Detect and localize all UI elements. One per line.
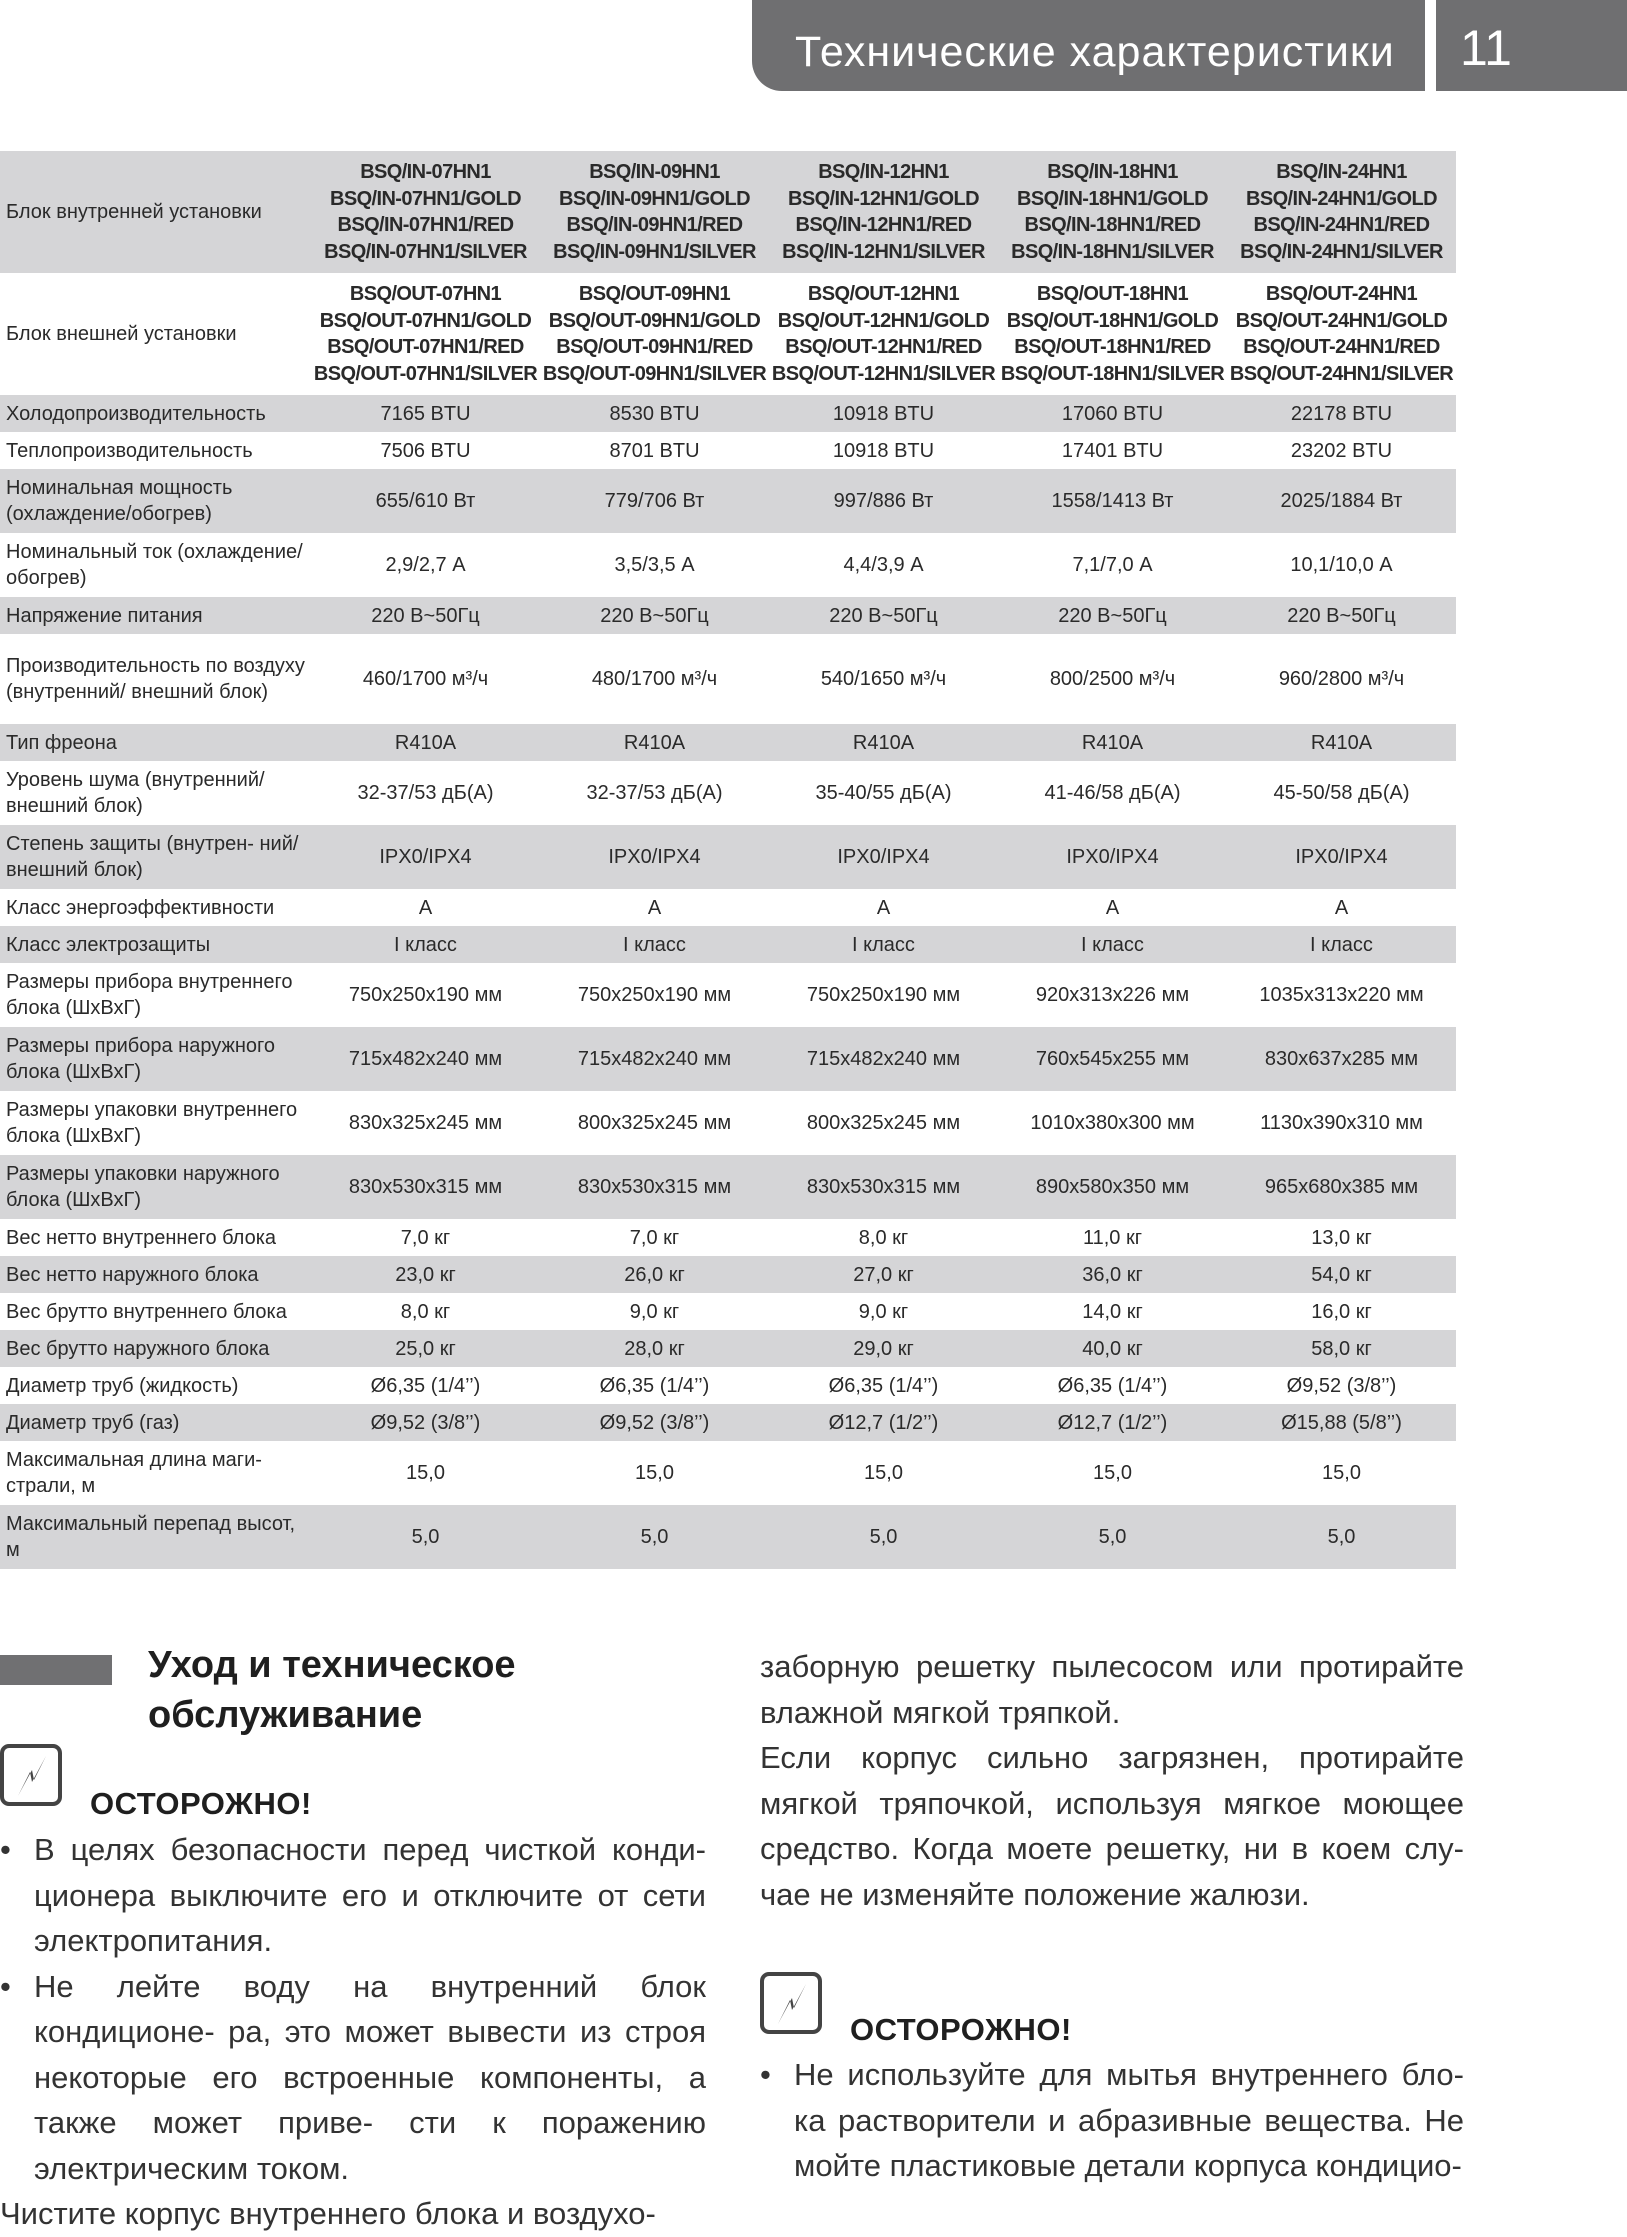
spec-value: 1130x390x310 мм [1260,1112,1423,1134]
spec-value: 715x482x240 мм [540,1027,769,1091]
spec-value: 779/706 Вт [540,469,769,533]
spec-value: 830x637x285 мм [1227,1027,1456,1091]
right-warning-text [760,2052,1464,2189]
spec-value: 4,4/3,9 А [843,554,924,576]
spec-value: 1010x380x300 мм [1030,1112,1195,1134]
header-separator [1425,0,1436,91]
indoor-model-cell [540,151,769,273]
spec-value: 2025/1884 Вт [1227,469,1456,533]
model-name: BSQ/OUT-18HN1/GOLD [1006,309,1219,332]
spec-label: Диаметр труб (газ) [0,1404,311,1441]
spec-row [0,1330,1456,1367]
spec-value: 10918 BTU [769,395,998,432]
spec-row [0,1091,1456,1155]
model-name: BSQ/IN-24HN1/GOLD [1246,187,1437,210]
spec-value: 1558/1413 Вт [998,469,1227,533]
model-name: BSQ/OUT-07HN1/RED [327,336,524,358]
model-name: BSQ/OUT-24HN1 [1265,283,1418,305]
outdoor-model-cell [769,273,998,395]
model-name: BSQ/OUT-09HN1/RED [556,336,753,358]
model-name: BSQ/IN-24HN1/SILVER [1240,240,1443,263]
spec-row [0,963,1456,1027]
spec-value: 28,0 кг [540,1330,769,1367]
spec-value: 460/1700 м³/ч [362,668,489,690]
spec-value: 7,1/7,0 А [1072,554,1153,576]
spec-value: 960/2800 м³/ч [1278,668,1405,690]
spec-value: R410A [311,724,540,761]
spec-label: Размеры упаковки внутреннего блока (ШхВхГ) [6,1099,298,1147]
model-name: BSQ/IN-24HN1 [1276,161,1407,183]
model-name: BSQ/OUT-18HN1 [1036,283,1189,305]
model-name: BSQ/IN-18HN1/GOLD [1017,187,1208,210]
model-name: BSQ/IN-18HN1/SILVER [1011,240,1214,263]
spec-value: 25,0 кг [311,1330,540,1367]
spec-row [0,825,1456,889]
spec-value: 14,0 кг [1082,1300,1143,1323]
model-name: BSQ/IN-07HN1/GOLD [330,187,521,210]
spec-value: 830x530x315 мм [311,1155,540,1219]
spec-value: Ø6,35 (1/4’’) [828,1374,939,1397]
spec-label: Размеры прибора наружного блока (ШхВхГ) [0,1027,311,1091]
spec-value: IPX0/IPX4 [540,825,769,889]
spec-value: I класс [540,926,769,963]
spec-value: Ø9,52 (3/8’’) [1286,1374,1397,1397]
bullet-item: • Не лейте воду на внутренний блок кондиционе- ра, это может вывести из строя некоторые его встроенные компоненты, а также может приве- сти к поражению электрическим током. [0,1964,706,2192]
spec-value: 800/2500 м³/ч [1049,668,1176,690]
spec-label: Максимальный перепад высот, м [0,1505,311,1569]
spec-value: Ø6,35 (1/4’’) [370,1374,481,1397]
outdoor-model-cell [1227,273,1456,395]
spec-value: 655/610 Вт [311,469,540,533]
warning-label-right: ОСТОРОЖНО! [850,2012,1072,2047]
indoor-model-cell [769,151,998,273]
model-name: BSQ/IN-24HN1/RED [1253,214,1430,236]
spec-label: Теплопроизводительность [6,439,253,462]
spec-row [0,889,1456,926]
indoor-model-cell [998,151,1227,273]
spec-row [0,469,1456,533]
spec-value: 40,0 кг [998,1330,1227,1367]
spec-value: IPX0/IPX4 [311,825,540,889]
indoor-models-row [0,151,1456,273]
spec-label: Номинальный ток (охлаждение/обогрев) [6,541,303,589]
model-name: BSQ/IN-09HN1/GOLD [559,187,750,210]
spec-label: Напряжение питания [0,597,311,634]
spec-value: 9,0 кг [629,1300,680,1323]
specs-table [0,151,1456,1569]
model-name: BSQ/OUT-12HN1 [807,283,960,305]
spec-value: 220 В~50Гц [540,597,769,634]
spec-row [0,761,1456,825]
spec-row [0,1027,1456,1091]
spec-value: 965x680x385 мм [1227,1155,1456,1219]
model-name: BSQ/OUT-07HN1/SILVER [313,362,538,385]
model-name: BSQ/OUT-12HN1/RED [785,336,982,358]
warning-lightning-icon [760,1972,822,2034]
spec-value: 3,5/3,5 А [614,554,695,576]
model-name: BSQ/OUT-09HN1 [578,283,731,305]
spec-value: Ø12,7 (1/2’’) [998,1404,1227,1441]
spec-label: Вес нетто внутреннего блока [6,1226,277,1249]
spec-value: I класс [998,926,1227,963]
spec-value: Ø12,7 (1/2’’) [769,1404,998,1441]
spec-row [0,395,1456,432]
outdoor-model-cell [311,273,540,395]
paragraph: Если корпус сильно загрязнен, протирайте мягкой тряпочкой, используя мягкое моющее средство. Когда моете решетку, ни в коем слу- чае не изменяйте положение жалюзи. [760,1740,1464,1912]
warning-label: ОСТОРОЖНО! [90,1786,312,1821]
model-name: BSQ/OUT-07HN1 [349,283,502,305]
spec-row [0,724,1456,761]
spec-row [0,1219,1456,1256]
spec-value: R410A [769,724,998,761]
model-name: BSQ/IN-18HN1 [1047,161,1178,183]
spec-value: 800x325x245 мм [577,1112,732,1134]
spec-value: 997/886 Вт [769,469,998,533]
spec-value: 8530 BTU [540,395,769,432]
spec-row [0,597,1456,634]
spec-value: 8,0 кг [400,1300,451,1323]
right-column-text [760,1644,1464,1917]
spec-value: 715x482x240 мм [311,1027,540,1091]
spec-value: 750x250x190 мм [806,984,961,1006]
spec-label: Размеры прибора внутреннего блока (ШхВхГ) [6,971,293,1019]
spec-value: 16,0 кг [1311,1300,1372,1323]
model-name: BSQ/OUT-12HN1/GOLD [777,309,990,332]
spec-value: IPX0/IPX4 [769,825,998,889]
spec-value: Ø6,35 (1/4’’) [1057,1374,1168,1397]
spec-value: 920x313x226 мм [1035,984,1190,1006]
spec-value: 35-40/55 дБ(А) [815,782,952,804]
spec-value: 11,0 кг [1082,1226,1143,1249]
spec-label: Класс электрозащиты [0,926,311,963]
spec-value: 15,0 [1322,1462,1361,1484]
model-name: BSQ/OUT-09HN1/SILVER [542,362,767,385]
model-name: BSQ/OUT-24HN1/RED [1243,336,1440,358]
model-name: BSQ/OUT-07HN1/GOLD [319,309,532,332]
model-name: BSQ/IN-12HN1 [818,161,949,183]
spec-value: 760x545x255 мм [998,1027,1227,1091]
spec-value: 715x482x240 мм [769,1027,998,1091]
bullet-item: • Не используйте для мытья внутреннего бло- ка растворители и абразивные вещества. Не мойте пластиковые детали корпуса кондицио- [760,2052,1464,2189]
outdoor-models-row [0,273,1456,395]
spec-label: Максимальная длина маги- страли, м [6,1449,262,1497]
spec-value: 540/1650 м³/ч [820,668,947,690]
spec-value: 750x250x190 мм [348,984,503,1006]
spec-value: 8701 BTU [609,439,700,462]
spec-value: Ø9,52 (3/8’’) [540,1404,769,1441]
outdoor-model-cell [540,273,769,395]
spec-value: 5,0 [311,1505,540,1569]
spec-row [0,432,1456,469]
spec-value: А [1334,896,1349,919]
spec-row [0,634,1456,724]
spec-label: Вес нетто наружного блока [0,1256,311,1293]
spec-value: R410A [540,724,769,761]
indoor-model-cell [1227,151,1456,273]
spec-label: Вес брутто внутреннего блока [6,1300,287,1323]
paragraph: заборную решетку пылесосом или протирайте влажной мягкой тряпкой. [760,1649,1464,1730]
spec-label: Производительность по воздуху (внутренний/ внешний блок) [6,655,305,703]
model-name: BSQ/IN-07HN1/SILVER [324,240,527,263]
model-name: BSQ/IN-09HN1/RED [566,214,743,236]
spec-value: 5,0 [998,1505,1227,1569]
model-name: BSQ/OUT-18HN1/RED [1014,336,1211,358]
paragraph: Чистите корпус внутреннего блока и воздухо- [0,2196,656,2231]
spec-value: 5,0 [769,1505,998,1569]
spec-value: I класс [311,926,540,963]
model-name: BSQ/IN-07HN1/RED [337,214,514,236]
spec-value: R410A [998,724,1227,761]
spec-value: 32-37/53 дБ(А) [586,782,723,804]
spec-value: 220 В~50Гц [311,597,540,634]
outdoor-model-cell [998,273,1227,395]
model-name: BSQ/IN-12HN1/RED [795,214,972,236]
spec-value: 15,0 [864,1462,903,1484]
spec-value: 23,0 кг [311,1256,540,1293]
spec-value: 22178 BTU [1227,395,1456,432]
spec-value: 10918 BTU [832,439,935,462]
spec-value: 29,0 кг [769,1330,998,1367]
model-name: BSQ/IN-12HN1/GOLD [788,187,979,210]
model-name: BSQ/IN-18HN1/RED [1024,214,1201,236]
indoor-model-cell [311,151,540,273]
spec-value: 27,0 кг [769,1256,998,1293]
spec-value: 1035x313x220 мм [1259,984,1424,1006]
spec-value: А [1105,896,1120,919]
spec-value: 7506 BTU [380,439,471,462]
spec-row [0,1155,1456,1219]
spec-value: 5,0 [1227,1505,1456,1569]
spec-value: IPX0/IPX4 [998,825,1227,889]
spec-value: 17060 BTU [998,395,1227,432]
spec-value: 830x325x245 мм [348,1112,503,1134]
section-title: Уход и техническое обслуживание [148,1644,516,1736]
spec-value: 58,0 кг [1227,1330,1456,1367]
spec-label: Тип фреона [0,724,311,761]
page-title: Технические характеристики [795,28,1395,76]
model-name: BSQ/IN-12HN1/SILVER [782,240,985,263]
spec-value: 7,0 кг [629,1226,680,1249]
spec-value: 41-46/58 дБ(А) [1044,782,1181,804]
spec-value: 15,0 [1093,1462,1132,1484]
spec-label: Уровень шума (внутренний/ внешний блок) [6,769,265,817]
model-name: BSQ/IN-09HN1 [589,161,720,183]
spec-value: 7,0 кг [400,1226,451,1249]
spec-value: 32-37/53 дБ(А) [357,782,494,804]
spec-label: Диаметр труб (жидкость) [6,1374,239,1397]
spec-label: Номинальная мощность (охлаждение/обогрев) [0,469,311,533]
spec-value: Ø15,88 (5/8’’) [1227,1404,1456,1441]
specs-table-body [0,151,1456,1569]
spec-row [0,1441,1456,1505]
section-marker-bar [0,1655,112,1685]
spec-value: Ø9,52 (3/8’’) [311,1404,540,1441]
spec-value: 2,9/2,7 А [385,554,466,576]
spec-value: Ø6,35 (1/4’’) [599,1374,710,1397]
spec-value: 5,0 [540,1505,769,1569]
spec-value: 26,0 кг [540,1256,769,1293]
spec-label: Степень защиты (внутрен- ний/внешний блок) [0,825,311,889]
model-name: BSQ/OUT-18HN1/SILVER [1000,362,1225,385]
spec-value: 890x580x350 мм [998,1155,1227,1219]
left-column-text [0,1827,706,2237]
model-name: BSQ/OUT-24HN1/GOLD [1235,309,1448,332]
spec-value: 220 В~50Гц [998,597,1227,634]
spec-value: 15,0 [406,1462,445,1484]
spec-value: 54,0 кг [1227,1256,1456,1293]
model-name: BSQ/OUT-24HN1/SILVER [1229,362,1454,385]
spec-value: 220 В~50Гц [1227,597,1456,634]
spec-value: 220 В~50Гц [769,597,998,634]
spec-row [0,1367,1456,1404]
spec-value: А [418,896,433,919]
spec-value: 36,0 кг [998,1256,1227,1293]
spec-value: 17401 BTU [1061,439,1164,462]
spec-row [0,926,1456,963]
spec-row [0,1505,1456,1569]
spec-value: IPX0/IPX4 [1227,825,1456,889]
spec-value: 15,0 [635,1462,674,1484]
spec-value: 750x250x190 мм [577,984,732,1006]
spec-value: 23202 BTU [1290,439,1393,462]
spec-value: А [876,896,891,919]
spec-value: I класс [769,926,998,963]
spec-row [0,1256,1456,1293]
spec-label: Вес брутто наружного блока [0,1330,311,1367]
spec-value: 45-50/58 дБ(А) [1273,782,1410,804]
spec-label: Размеры упаковки наружного блока (ШхВхГ) [0,1155,311,1219]
model-name: BSQ/IN-09HN1/SILVER [553,240,756,263]
model-name: BSQ/IN-07HN1 [360,161,491,183]
spec-value: А [647,896,662,919]
spec-value: 7165 BTU [311,395,540,432]
spec-label: Класс энергоэффективности [6,896,275,919]
bullet-item: • В целях безопасности перед чисткой конди- ционера выключите его и отключите от сети электропитания. [0,1827,706,1964]
spec-row [0,1404,1456,1441]
warning-lightning-icon [0,1744,62,1806]
spec-value: R410A [1227,724,1456,761]
spec-value: 8,0 кг [858,1226,909,1249]
spec-value: 9,0 кг [858,1300,909,1323]
spec-value: 13,0 кг [1311,1226,1372,1249]
row-label: Блок внутренней установки [0,151,311,273]
page-number: 11 [1460,20,1512,76]
spec-row [0,533,1456,597]
spec-value: 480/1700 м³/ч [591,668,718,690]
model-name: BSQ/OUT-12HN1/SILVER [771,362,996,385]
spec-value: 10,1/10,0 А [1290,554,1393,576]
spec-value: I класс [1227,926,1456,963]
spec-row [0,1293,1456,1330]
spec-value: 800x325x245 мм [806,1112,961,1134]
spec-label: Холодопроизводительность [0,395,311,432]
row-label: Блок внешней установки [6,323,237,345]
model-name: BSQ/OUT-09HN1/GOLD [548,309,761,332]
spec-value: 830x530x315 мм [769,1155,998,1219]
spec-value: 830x530x315 мм [540,1155,769,1219]
